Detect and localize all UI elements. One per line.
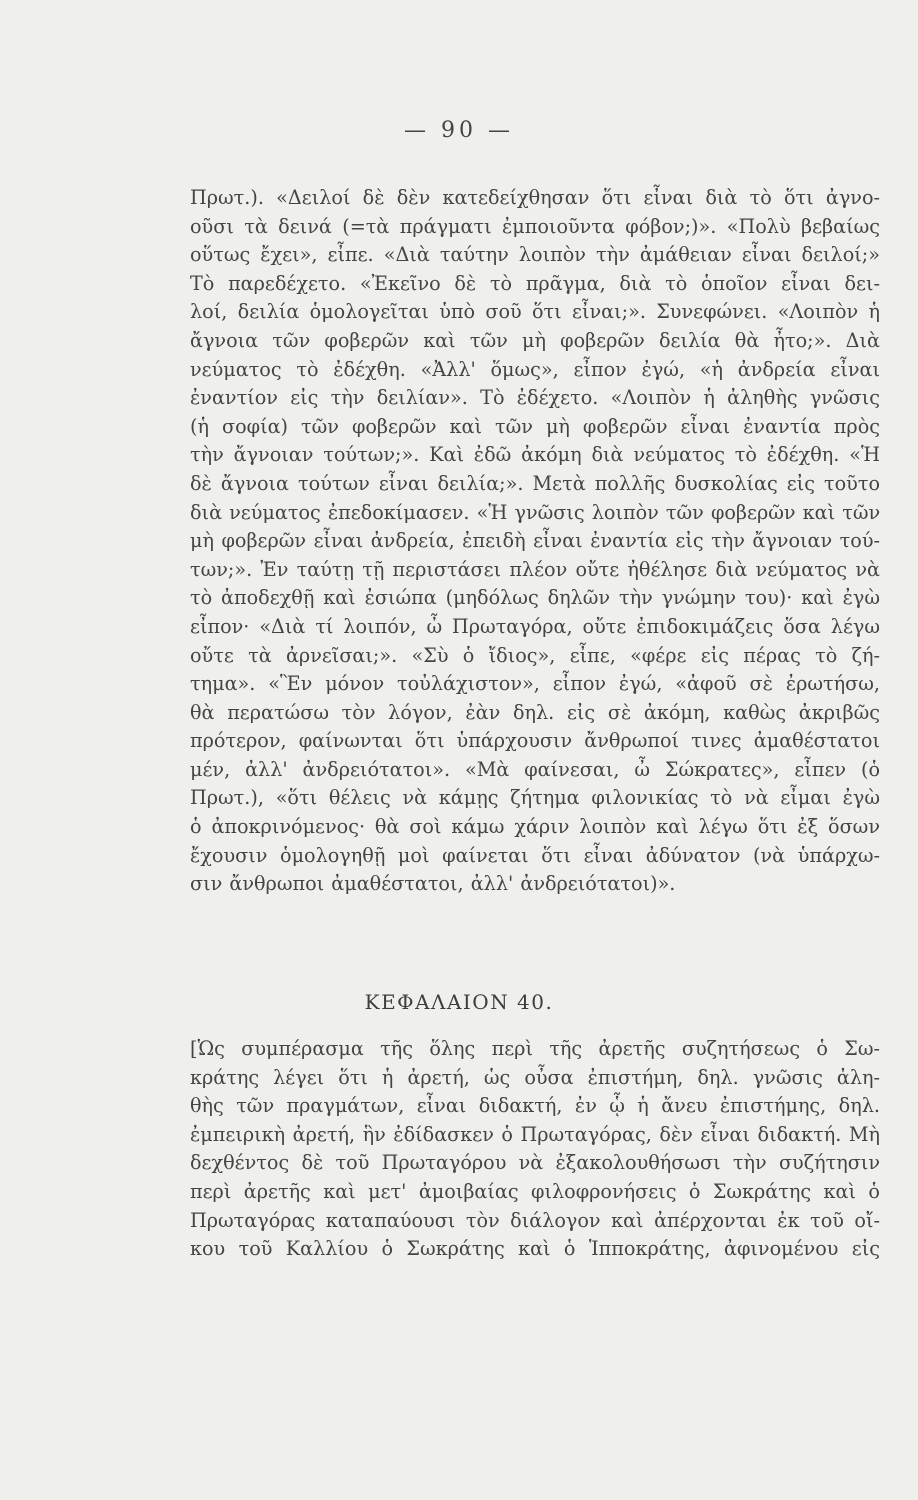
text-line: σιν ἄνθρωποι ἀμαθέστατοι, ἀλλ' ἀνδρειότατοι)». (190, 872, 676, 896)
text-line: εἶπον· «Διὰ τί λοιπόν, ὦ Πρωταγόρα, οὔτε ἐπιδοκιμάζεις ὅσα λέγω (190, 614, 880, 638)
chapter-heading: ΚΕΦΑΛΑΙΟΝ 40. (364, 990, 554, 1014)
text-line: τημα». «Ἓν μόνον τοὐλάχιστον», εἶπον ἐγώ, «ἀφοῦ σὲ ἐρωτήσω, (190, 672, 880, 696)
text-line: διὰ νεύματος ἐπεδοκίμασεν. «Ἡ γνῶσις λοιπὸν τῶν φοβερῶν καὶ τῶν (190, 500, 881, 524)
text-line: ἐναντίον εἰς τὴν δειλίαν». Τὸ ἐδέχετο. «Λοιπὸν ἡ ἀληθὴς γνῶσις (190, 386, 880, 410)
text-line: δεχθέντος δὲ τοῦ Πρωταγόρου νὰ ἐξακολουθήσωσι τὴν συζήτησιν (190, 1151, 880, 1175)
text-line: πρότερον, φαίνωνται ὅτι ὑπάρχουσιν ἄνθρωποί τινες ἀμαθέστατοι (190, 729, 880, 753)
text-line: ἔχουσιν ὁμολογηθῇ μοὶ φαίνεται ὅτι εἶναι ἀδύνατον (νὰ ὑπάρχω- (190, 843, 880, 867)
text-line: ὁ ἀποκρινόμενος· θὰ σοὶ κάμω χάριν λοιπὸν καὶ λέγω ὅτι ἐξ ὅσων (190, 815, 880, 839)
chapter-summary-paragraph (190, 1035, 880, 1264)
page-number: — 90 — (404, 118, 514, 143)
text-line: δὲ ἄγνοια τούτων εἶναι δειλία;». Μετὰ πολλῆς δυσκολίας εἰς τοῦτο (190, 471, 880, 495)
text-line: θὴς τῶν πραγμάτων, εἶναι διδακτή, ἐν ᾧ ἡ ἄνευ ἐπιστήμης, δηλ. (190, 1094, 880, 1118)
text-line: οὔτε τὰ ἀρνεῖσαι;». «Σὺ ὁ ἴδιος», εἶπε, «φέρε εἰς πέρας τὸ ζή- (190, 643, 880, 667)
main-paragraph (190, 184, 880, 899)
text-line: ἄγνοια τῶν φοβερῶν καὶ τῶν μὴ φοβερῶν δειλία θὰ ἦτο;». Διὰ (190, 328, 880, 352)
text-line: (ἡ σοφία) τῶν φοβερῶν καὶ τῶν μὴ φοβερῶν εἶναι ἐναντία πρὸς (190, 414, 880, 438)
text-line: Πρωτ.). «Δειλοί δὲ δὲν κατεδείχθησαν ὅτι εἶναι διὰ τὸ ὅτι ἀγνο- (190, 186, 880, 209)
text-line: θὰ περατώσω τὸν λόγον, ἐὰν δηλ. εἰς σὲ ἀκόμη, καθὼς ἀκριβῶς (190, 700, 880, 724)
text-line: οὕτως ἔχει», εἶπε. «Διὰ ταύτην λοιπὸν τὴν ἀμάθειαν εἶναι δειλοί;» (190, 243, 880, 267)
text-line: κου τοῦ Καλλίου ὁ Σωκράτης καὶ ὁ Ἱπποκράτης, ἀφινομένου εἰς (190, 1237, 880, 1261)
text-line: Πρωταγόρας καταπαύουσι τὸν διάλογον καὶ ἀπέρχονται ἐκ τοῦ οἴ- (190, 1208, 880, 1232)
text-line: περὶ ἀρετῆς καὶ μετ' ἀμοιβαίας φιλοφρονήσεις ὁ Σωκράτης καὶ ὁ (190, 1179, 880, 1203)
text-line: μέν, ἀλλ' ἀνδρειότατοι». «Μὰ φαίνεσαι, ὦ Σώκρατες», εἶπεν (ὁ (190, 757, 880, 781)
text-line: ἐμπειρικὴ ἀρετή, ἣν ἐδίδασκεν ὁ Πρωταγόρας, δὲν εἶναι διδακτή. Μὴ (190, 1122, 880, 1146)
text-line: τὴν ἄγνοιαν τούτων;». Καὶ ἐδῶ ἀκόμη διὰ νεύματος τὸ ἐδέχθη. «Ἡ (190, 443, 880, 467)
text-line: λοί, δειλία ὁμολογεῖται ὑπὸ σοῦ ὅτι εἶναι;». Συνεφώνει. «Λοιπὸν ἡ (190, 300, 880, 324)
text-line: [Ὡς συμπέρασμα τῆς ὅλης περὶ τῆς ἀρετῆς συζητήσεως ὁ Σω- (190, 1037, 880, 1060)
text-line: κράτης λέγει ὅτι ἡ ἀρετή, ὡς οὖσα ἐπιστήμη, δηλ. γνῶσις ἀλη- (190, 1065, 880, 1089)
text-line: Πρωτ.), «ὅτι θέλεις νὰ κάμῃς ζήτημα φιλονικίας τὸ νὰ εἶμαι ἐγὼ (190, 786, 880, 810)
text-line: οῦσι τὰ δεινά (=τὰ πράγματι ἐμποιοῦντα φόβον;)». «Πολὺ βεβαίως (190, 214, 880, 238)
text-line: μὴ φοβερῶν εἶναι ἀνδρεία, ἐπειδὴ εἶναι ἐναντία εἰς τὴν ἄγνοιαν τού- (190, 529, 880, 553)
text-line: τὸ ἀποδεχθῇ καὶ ἐσιώπα (μηδόλως δηλῶν τὴν γνώμην του)· καὶ ἐγὼ (190, 586, 880, 610)
text-line: των;». Ἐν ταύτῃ τῇ περιστάσει πλέον οὔτε ἠθέλησε διὰ νεύματος νὰ (190, 557, 880, 581)
text-line: νεύματος τὸ ἐδέχθη. «Ἀλλ' ὅμως», εἶπον ἐγώ, «ἡ ἀνδρεία εἶναι (190, 357, 880, 381)
text-line: Τὸ παρεδέχετο. «Ἐκεῖνο δὲ τὸ πρᾶγμα, διὰ τὸ ὁποῖον εἶναι δει- (190, 271, 880, 295)
